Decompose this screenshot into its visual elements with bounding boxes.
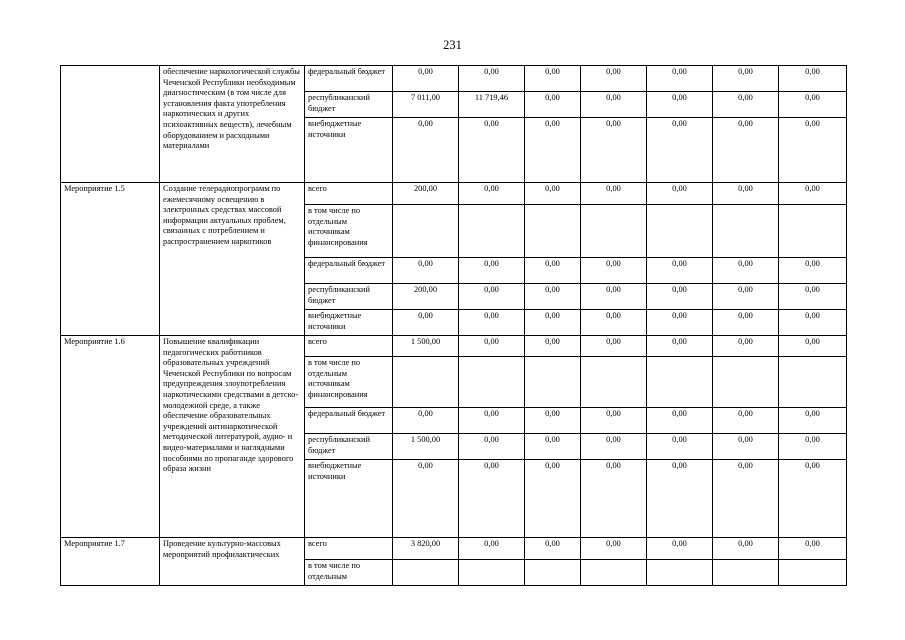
source-label: федеральный бюджет xyxy=(305,258,393,284)
source-label: федеральный бюджет xyxy=(305,408,393,434)
event-name: Мероприятие 1.5 xyxy=(61,183,160,336)
value-cell: 0,00 xyxy=(393,310,459,336)
empty-cell xyxy=(713,205,779,258)
value-cell: 0,00 xyxy=(713,183,779,205)
value-cell: 0,00 xyxy=(393,460,459,538)
value-cell: 0,00 xyxy=(647,92,713,118)
value-cell: 0,00 xyxy=(525,92,581,118)
value-cell: 0,00 xyxy=(581,118,647,183)
value-cell: 0,00 xyxy=(459,434,525,460)
value-cell: 0,00 xyxy=(779,408,847,434)
source-label: в том числе по отдельным источникам финансирования xyxy=(305,357,393,408)
empty-cell xyxy=(459,205,525,258)
value-cell: 0,00 xyxy=(647,66,713,92)
source-label: внебюджетные источники xyxy=(305,460,393,538)
value-cell: 0,00 xyxy=(779,66,847,92)
source-label: всего xyxy=(305,538,393,560)
value-cell: 0,00 xyxy=(581,183,647,205)
value-cell: 0,00 xyxy=(647,538,713,560)
value-cell: 0,00 xyxy=(525,284,581,310)
value-cell: 0,00 xyxy=(713,310,779,336)
empty-cell xyxy=(525,205,581,258)
value-cell: 0,00 xyxy=(581,92,647,118)
value-cell: 0,00 xyxy=(713,434,779,460)
value-cell: 0,00 xyxy=(647,118,713,183)
empty-cell xyxy=(525,357,581,408)
value-cell: 0,00 xyxy=(581,66,647,92)
source-label: всего xyxy=(305,183,393,205)
empty-cell xyxy=(525,560,581,586)
value-cell: 0,00 xyxy=(581,310,647,336)
value-cell: 0,00 xyxy=(525,336,581,357)
value-cell: 0,00 xyxy=(581,460,647,538)
value-cell: 0,00 xyxy=(525,258,581,284)
source-label: внебюджетные источники xyxy=(305,118,393,183)
event-name: Мероприятие 1.6 xyxy=(61,336,160,538)
value-cell: 3 820,00 xyxy=(393,538,459,560)
value-cell: 200,00 xyxy=(393,284,459,310)
value-cell: 0,00 xyxy=(647,258,713,284)
value-cell: 0,00 xyxy=(713,336,779,357)
value-cell: 0,00 xyxy=(459,538,525,560)
value-cell: 0,00 xyxy=(713,460,779,538)
value-cell: 0,00 xyxy=(647,336,713,357)
value-cell: 0,00 xyxy=(525,118,581,183)
value-cell: 0,00 xyxy=(459,66,525,92)
value-cell: 7 011,00 xyxy=(393,92,459,118)
value-cell: 0,00 xyxy=(779,336,847,357)
value-cell: 0,00 xyxy=(459,310,525,336)
source-label: республиканский бюджет xyxy=(305,92,393,118)
empty-cell xyxy=(581,357,647,408)
empty-cell xyxy=(393,560,459,586)
event-description: Проведение культурно-массовых мероприятий профилактических xyxy=(160,538,305,586)
value-cell: 0,00 xyxy=(459,258,525,284)
value-cell: 0,00 xyxy=(581,538,647,560)
value-cell: 0,00 xyxy=(713,284,779,310)
value-cell: 0,00 xyxy=(713,118,779,183)
value-cell: 0,00 xyxy=(581,434,647,460)
empty-cell xyxy=(647,205,713,258)
empty-cell xyxy=(581,205,647,258)
value-cell: 0,00 xyxy=(779,310,847,336)
value-cell: 0,00 xyxy=(525,538,581,560)
value-cell: 0,00 xyxy=(713,258,779,284)
value-cell: 0,00 xyxy=(779,538,847,560)
value-cell: 0,00 xyxy=(525,66,581,92)
value-cell: 0,00 xyxy=(713,408,779,434)
value-cell: 0,00 xyxy=(647,408,713,434)
source-label: в том числе по отдельным источникам финансирования xyxy=(305,205,393,258)
empty-cell xyxy=(393,357,459,408)
value-cell: 0,00 xyxy=(393,408,459,434)
value-cell: 0,00 xyxy=(647,310,713,336)
value-cell: 0,00 xyxy=(525,460,581,538)
value-cell: 0,00 xyxy=(581,284,647,310)
value-cell: 0,00 xyxy=(779,92,847,118)
value-cell: 0,00 xyxy=(581,336,647,357)
value-cell: 0,00 xyxy=(713,92,779,118)
source-label: внебюджетные источники xyxy=(305,310,393,336)
value-cell: 0,00 xyxy=(393,66,459,92)
value-cell: 0,00 xyxy=(525,434,581,460)
table-row xyxy=(61,66,847,92)
value-cell: 0,00 xyxy=(459,336,525,357)
empty-cell xyxy=(581,560,647,586)
source-label: в том числе по отдельным xyxy=(305,560,393,586)
empty-cell xyxy=(779,357,847,408)
value-cell: 0,00 xyxy=(525,310,581,336)
value-cell: 0,00 xyxy=(647,284,713,310)
event-description: Создание телерадиопрограмм по ежемесячному освещению в электронных средствах массовой информации актуальных проблем, связанных с потреблением и распространением наркотиков xyxy=(160,183,305,336)
value-cell: 0,00 xyxy=(713,538,779,560)
value-cell: 1 500,00 xyxy=(393,336,459,357)
value-cell: 0,00 xyxy=(393,258,459,284)
value-cell: 0,00 xyxy=(525,183,581,205)
empty-cell xyxy=(393,205,459,258)
source-label: федеральный бюджет xyxy=(305,66,393,92)
budget-table xyxy=(60,65,847,586)
source-label: республиканский бюджет xyxy=(305,284,393,310)
empty-cell xyxy=(779,205,847,258)
source-label: всего xyxy=(305,336,393,357)
value-cell: 0,00 xyxy=(779,434,847,460)
value-cell: 1 500,00 xyxy=(393,434,459,460)
value-cell: 0,00 xyxy=(459,284,525,310)
value-cell: 0,00 xyxy=(581,408,647,434)
empty-cell xyxy=(779,560,847,586)
table-row xyxy=(61,538,847,560)
value-cell: 0,00 xyxy=(459,460,525,538)
value-cell: 200,00 xyxy=(393,183,459,205)
value-cell: 0,00 xyxy=(779,183,847,205)
value-cell: 0,00 xyxy=(581,258,647,284)
value-cell: 0,00 xyxy=(779,118,847,183)
event-description: Повышение квалификации педагогических работников образовательных учреждений Чеченской Республики по вопросам предупреждения злоупотребления наркотическими средствами в детско-молодежной среде, а также обеспечение образовательных учреждений антинаркотической методической литературой, аудио- и видео-материалами и наглядными пособиями по пропаганде здорового образа жизни xyxy=(160,336,305,538)
event-name: Мероприятие 1.7 xyxy=(61,538,160,586)
value-cell: 0,00 xyxy=(779,460,847,538)
value-cell: 0,00 xyxy=(647,460,713,538)
value-cell: 0,00 xyxy=(779,258,847,284)
source-label: республиканский бюджет xyxy=(305,434,393,460)
empty-cell xyxy=(713,357,779,408)
empty-cell xyxy=(647,357,713,408)
empty-cell xyxy=(459,560,525,586)
empty-cell xyxy=(459,357,525,408)
value-cell: 0,00 xyxy=(459,408,525,434)
page-number: 231 xyxy=(443,38,462,52)
empty-cell xyxy=(647,560,713,586)
value-cell: 0,00 xyxy=(525,408,581,434)
value-cell: 0,00 xyxy=(713,66,779,92)
event-description: обеспечение наркологической службы Чеченской Республики необходимым диагностическим (в том числе для установления факта употребления наркотических и других психоактивных веществ), лечебным оборудованием и расходными материалами xyxy=(160,66,305,183)
value-cell: 0,00 xyxy=(459,118,525,183)
table-row xyxy=(61,336,847,357)
value-cell: 0,00 xyxy=(393,118,459,183)
value-cell: 0,00 xyxy=(647,434,713,460)
event-name-cell xyxy=(61,66,160,183)
value-cell: 0,00 xyxy=(459,183,525,205)
empty-cell xyxy=(713,560,779,586)
value-cell: 0,00 xyxy=(647,183,713,205)
table-row xyxy=(61,183,847,205)
value-cell: 11 719,46 xyxy=(459,92,525,118)
value-cell: 0,00 xyxy=(779,284,847,310)
